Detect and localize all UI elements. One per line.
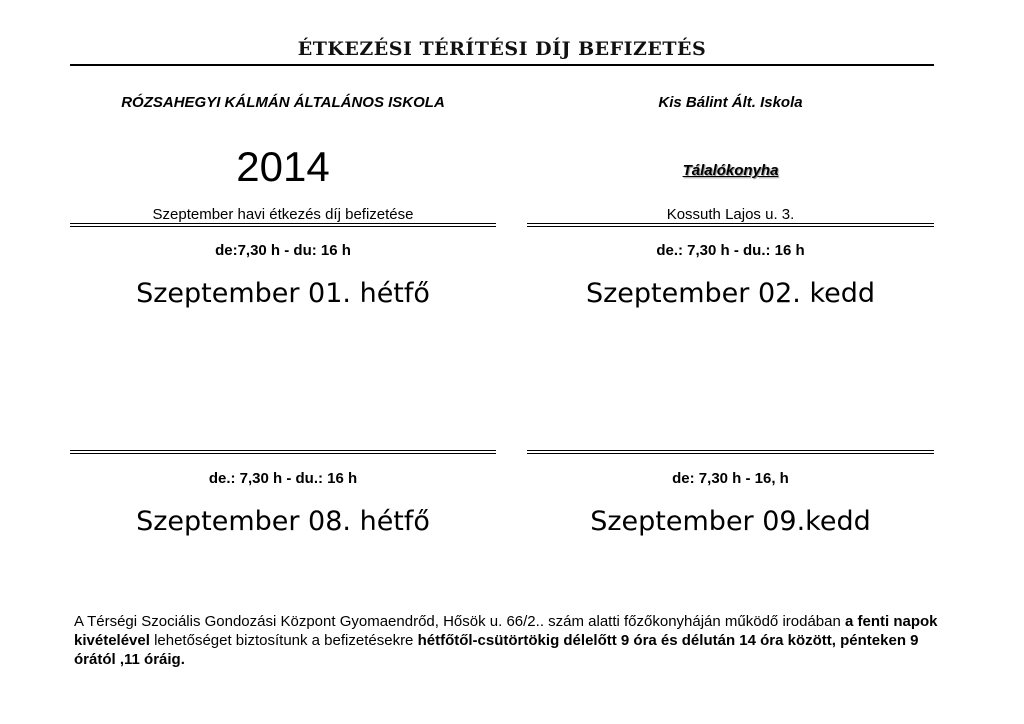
year: 2014 <box>236 143 330 190</box>
school-name-right: Kis Bálint Ált. Iskola <box>658 94 803 111</box>
divider-right-top <box>527 223 934 227</box>
day-left-2: Szeptember 08. hétfő <box>136 506 430 537</box>
day-left-1: Szeptember 01. hétfő <box>136 278 430 309</box>
hours-right-2: de: 7,30 h - 16, h <box>672 470 789 487</box>
divider-left-bottom <box>70 450 496 454</box>
title-underline <box>70 64 934 66</box>
payment-note <box>74 612 954 669</box>
hours-left-1: de:7,30 h - du: 16 h <box>215 242 351 259</box>
address-right: Kossuth Lajos u. 3. <box>666 206 795 223</box>
note-text-1: A Térségi Szociális Gondozási Központ Gyomaendrőd, Hősök u. 66/2.. szám alatti főzőkonyháján működő irodában <box>74 613 845 630</box>
hours-right-1: de.: 7,30 h - du.: 16 h <box>656 242 805 259</box>
divider-right-bottom <box>527 450 934 454</box>
divider-left-top <box>70 223 496 227</box>
page-title: ÉTKEZÉSI TÉRÍTÉSI DÍJ BEFIZETÉS <box>297 38 707 60</box>
kitchen-label: Tálalókonyha <box>682 162 779 179</box>
note-bold-1: a fenti napok kivételével <box>74 613 938 649</box>
subtitle-left: Szeptember havi étkezés díj befizetése <box>152 206 414 223</box>
day-right-1: Szeptember 02. kedd <box>585 278 876 309</box>
hours-left-2: de.: 7,30 h - du.: 16 h <box>208 470 358 487</box>
school-name-left: RÓZSAHEGYI KÁLMÁN ÁLTALÁNOS ISKOLA <box>121 94 445 111</box>
note-text-2: lehetőséget biztosítunk a befizetésekre <box>149 632 418 649</box>
day-right-2: Szeptember 09.kedd <box>590 506 871 537</box>
note-bold-2: hétfőtől-csütörtökig délelőtt 9 óra és délután 14 óra között, pénteken 9 órától ,11 óráig. <box>74 632 919 668</box>
